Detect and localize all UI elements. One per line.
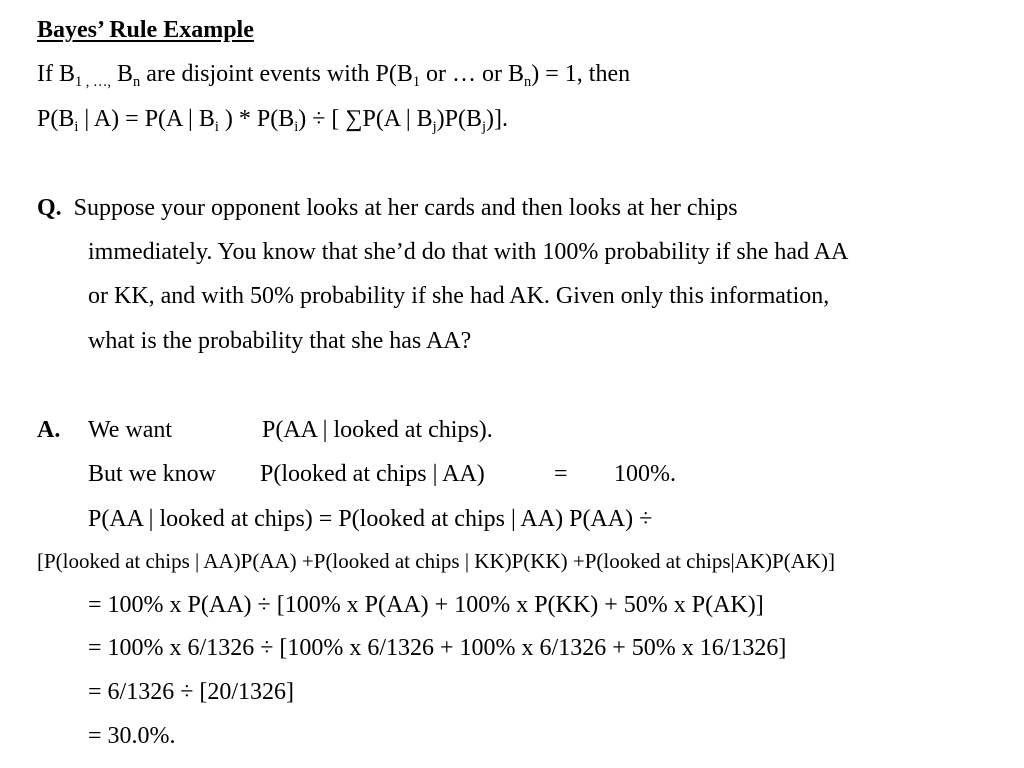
answer-marker: A.: [37, 417, 61, 443]
answer-formula-line: P(AA | looked at chips) = P(looked at chips | AA) P(AA) ÷: [88, 506, 653, 532]
answer-want-value: P(AA | looked at chips).: [262, 417, 493, 443]
answer-step-1: = 100% x P(AA) ÷ [100% x P(AA) + 100% x P(KK) + 50% x P(AK)]: [88, 592, 764, 618]
question-line-2: immediately. You know that she’d do that with 100% probability if she had AA: [88, 239, 849, 265]
answer-know-expression: P(looked at chips | AA): [260, 461, 485, 487]
answer-know-equals: =: [554, 461, 568, 487]
answer-know-value: 100%.: [614, 461, 676, 487]
answer-step-2: = 100% x 6/1326 ÷ [100% x 6/1326 + 100% x 6/1326 + 50% x 16/1326]: [88, 635, 787, 661]
question-line-4: what is the probability that she has AA?: [88, 328, 472, 354]
page-title: Bayes’ Rule Example: [37, 17, 254, 43]
rule-condition-line: If $B_{1 , \dots,}$ $B_n$ are disjoint events with $P(B_1$ or … or $B_n) = 1$, then: [37, 61, 631, 91]
answer-bracket-line: [P(looked at chips | AA)P(AA) +P(looked at chips | KK)P(KK) +P(looked at chips|AK)P(AK)]: [37, 549, 836, 573]
answer-want-label: We want: [88, 417, 173, 443]
answer-know-label: But we know: [88, 461, 216, 487]
question-marker: Q.: [37, 195, 62, 221]
answer-step-3: = 6/1326 ÷ [20/1326]: [88, 679, 295, 705]
answer-step-4: = 30.0%.: [88, 723, 176, 749]
rule-formula-line: $P(B_i$ | A) = P(A | $B_i$ ) * $P(B_i)$ ÷ [ ∑P(A | $B_j)P(B_j)$].: [37, 106, 508, 136]
question-line-3: or KK, and with 50% probability if she had AK. Given only this information,: [88, 283, 830, 309]
question-text: Suppose your opponent looks at her cards and then looks at her chips: [73, 195, 738, 221]
question-line-1: [37, 193, 738, 223]
